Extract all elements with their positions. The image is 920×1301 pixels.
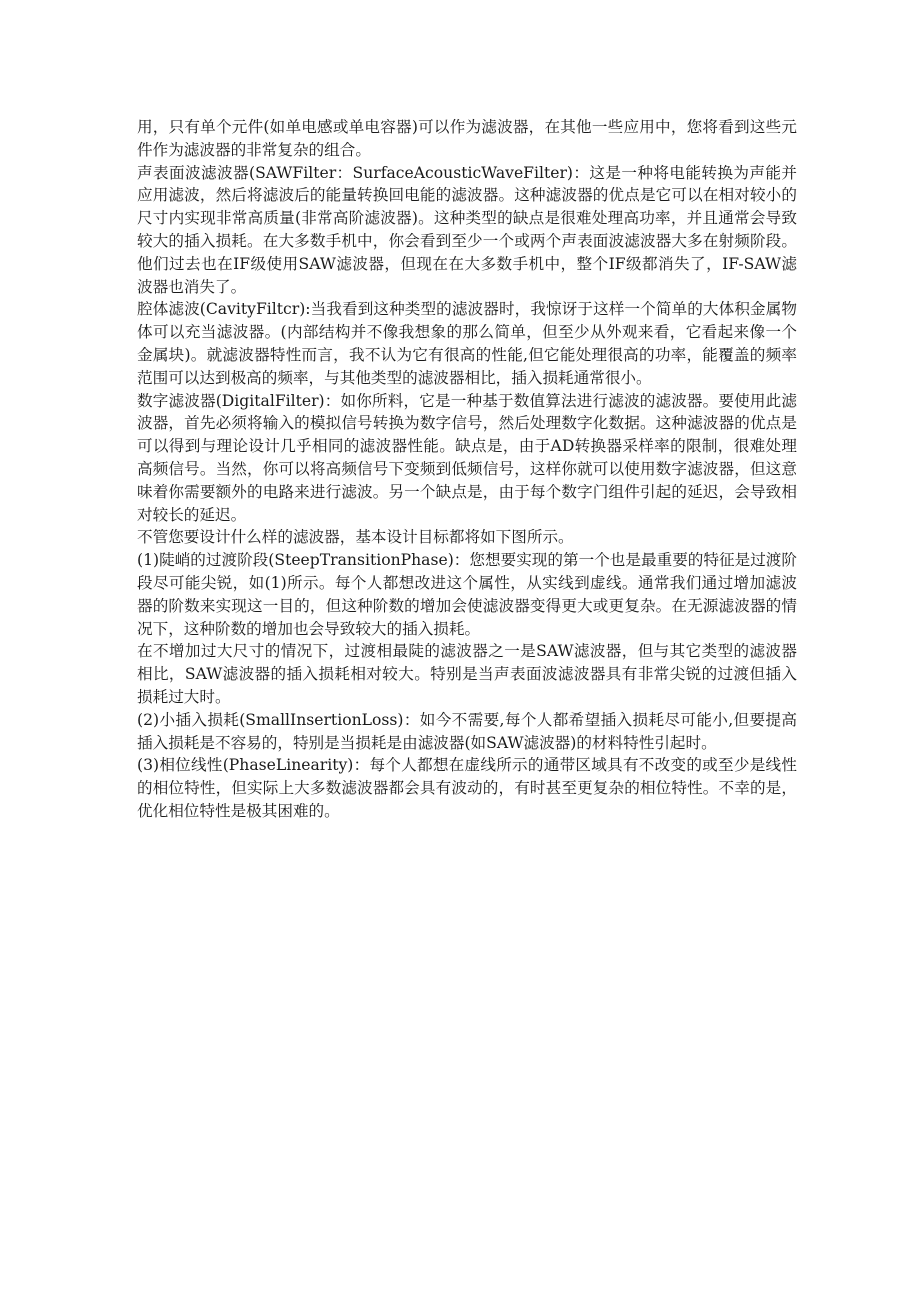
paragraph-steep-transition: (1)陡峭的过渡阶段(SteepTransitionPhase)：您想要实现的第一个也是最重要的特征是过渡阶段尽可能尖锐，如(1)所示。每个人都想改进这个属性，从实线到虚线。通常我们通过增加滤波器的阶数来实现这一目的，但这种阶数的增加会使滤波器变得更大或更复杂。在无源滤波器的情况下，这种阶数的增加也会导致较大的插入损耗。	[137, 551, 797, 638]
paragraph-intro-continuation: 用，只有单个元件(如单电感或单电容器)可以作为滤波器，在其他一些应用中，您将看到这些元件作为滤波器的非常复杂的组合。	[137, 118, 797, 159]
paragraph-cavity-filter: 腔体滤波(CavityFiltcr):当我看到这种类型的滤波器时，我惊讶于这样一个简单的大体积金属物体可以充当滤波器。(内部结构并不像我想象的那么简单，但至少从外观来看，它看起来像一个金属块)。就滤波器特性而言，我不认为它有很高的性能,但它能处理很高的功率，能覆盖的频率范围可以达到极高的频率，与其他类型的滤波器相比，插入损耗通常很小。	[137, 300, 797, 387]
paragraph-saw-filter: 声表面波滤波器(SAWFilter：SurfaceAcousticWaveFilter)：这是一种将电能转换为声能并应用滤波，然后将滤波后的能量转换回电能的滤波器。这种滤波器的优点是它可以在相对较小的尺寸内实现非常高质量(非常高阶滤波器)。这种类型的缺点是很难处理高功率，并且通常会导致较大的插入损耗。在大多数手机中，你会看到至少一个或两个声表面波滤波器大多在射频阶段。他们过去也在IF级使用SAW滤波器，但现在在大多数手机中，整个IF级都消失了，IF-SAW滤波器也消失了。	[137, 163, 797, 296]
paragraph-design-goals: 不管您要设计什么样的滤波器，基本设计目标都将如下图所示。	[137, 528, 574, 547]
paragraph-insertion-loss: (2)小插入损耗(SmallInsertionLoss)：如今不需要,每个人都希望插入损耗尽可能小,但要提高插入损耗是不容易的，特别是当损耗是由滤波器(如SAW滤波器)的材料特性引起时。	[137, 710, 797, 752]
paragraph-phase-linearity: (3)相位线性(PhaseLinearity)：每个人都想在虚线所示的通带区域具有不改变的或至少是线性的相位特性，但实际上大多数滤波器都会具有波动的，有时甚至更复杂的相位特性。不幸的是，优化相位特性是极其困难的。	[137, 756, 797, 820]
paragraph-saw-transition: 在不增加过大尺寸的情况下，过渡相最陡的滤波器之一是SAW滤波器，但与其它类型的滤波器相比，SAW滤波器的插入损耗相对较大。特别是当声表面波滤波器具有非常尖锐的过渡但插入损耗过大时。	[137, 642, 797, 706]
paragraph-digital-filter: 数字滤波器(DigitalFilter)：如你所料，它是一种基于数值算法进行滤波的滤波器。要使用此滤波器，首先必须将输入的模拟信号转换为数字信号，然后处理数字化数据。这种滤波器的优点是可以得到与理论设计几乎相同的滤波器性能。缺点是，由于AD转换器采样率的限制，很难处理高频信号。当然，你可以将高频信号下变频到低频信号，这样你就可以使用数字滤波器，但这意味着你需要额外的电路来进行滤波。另一个缺点是，由于每个数字门组件引起的延迟，会导致相对较长的延迟。	[137, 391, 797, 524]
document-body	[137, 116, 797, 823]
